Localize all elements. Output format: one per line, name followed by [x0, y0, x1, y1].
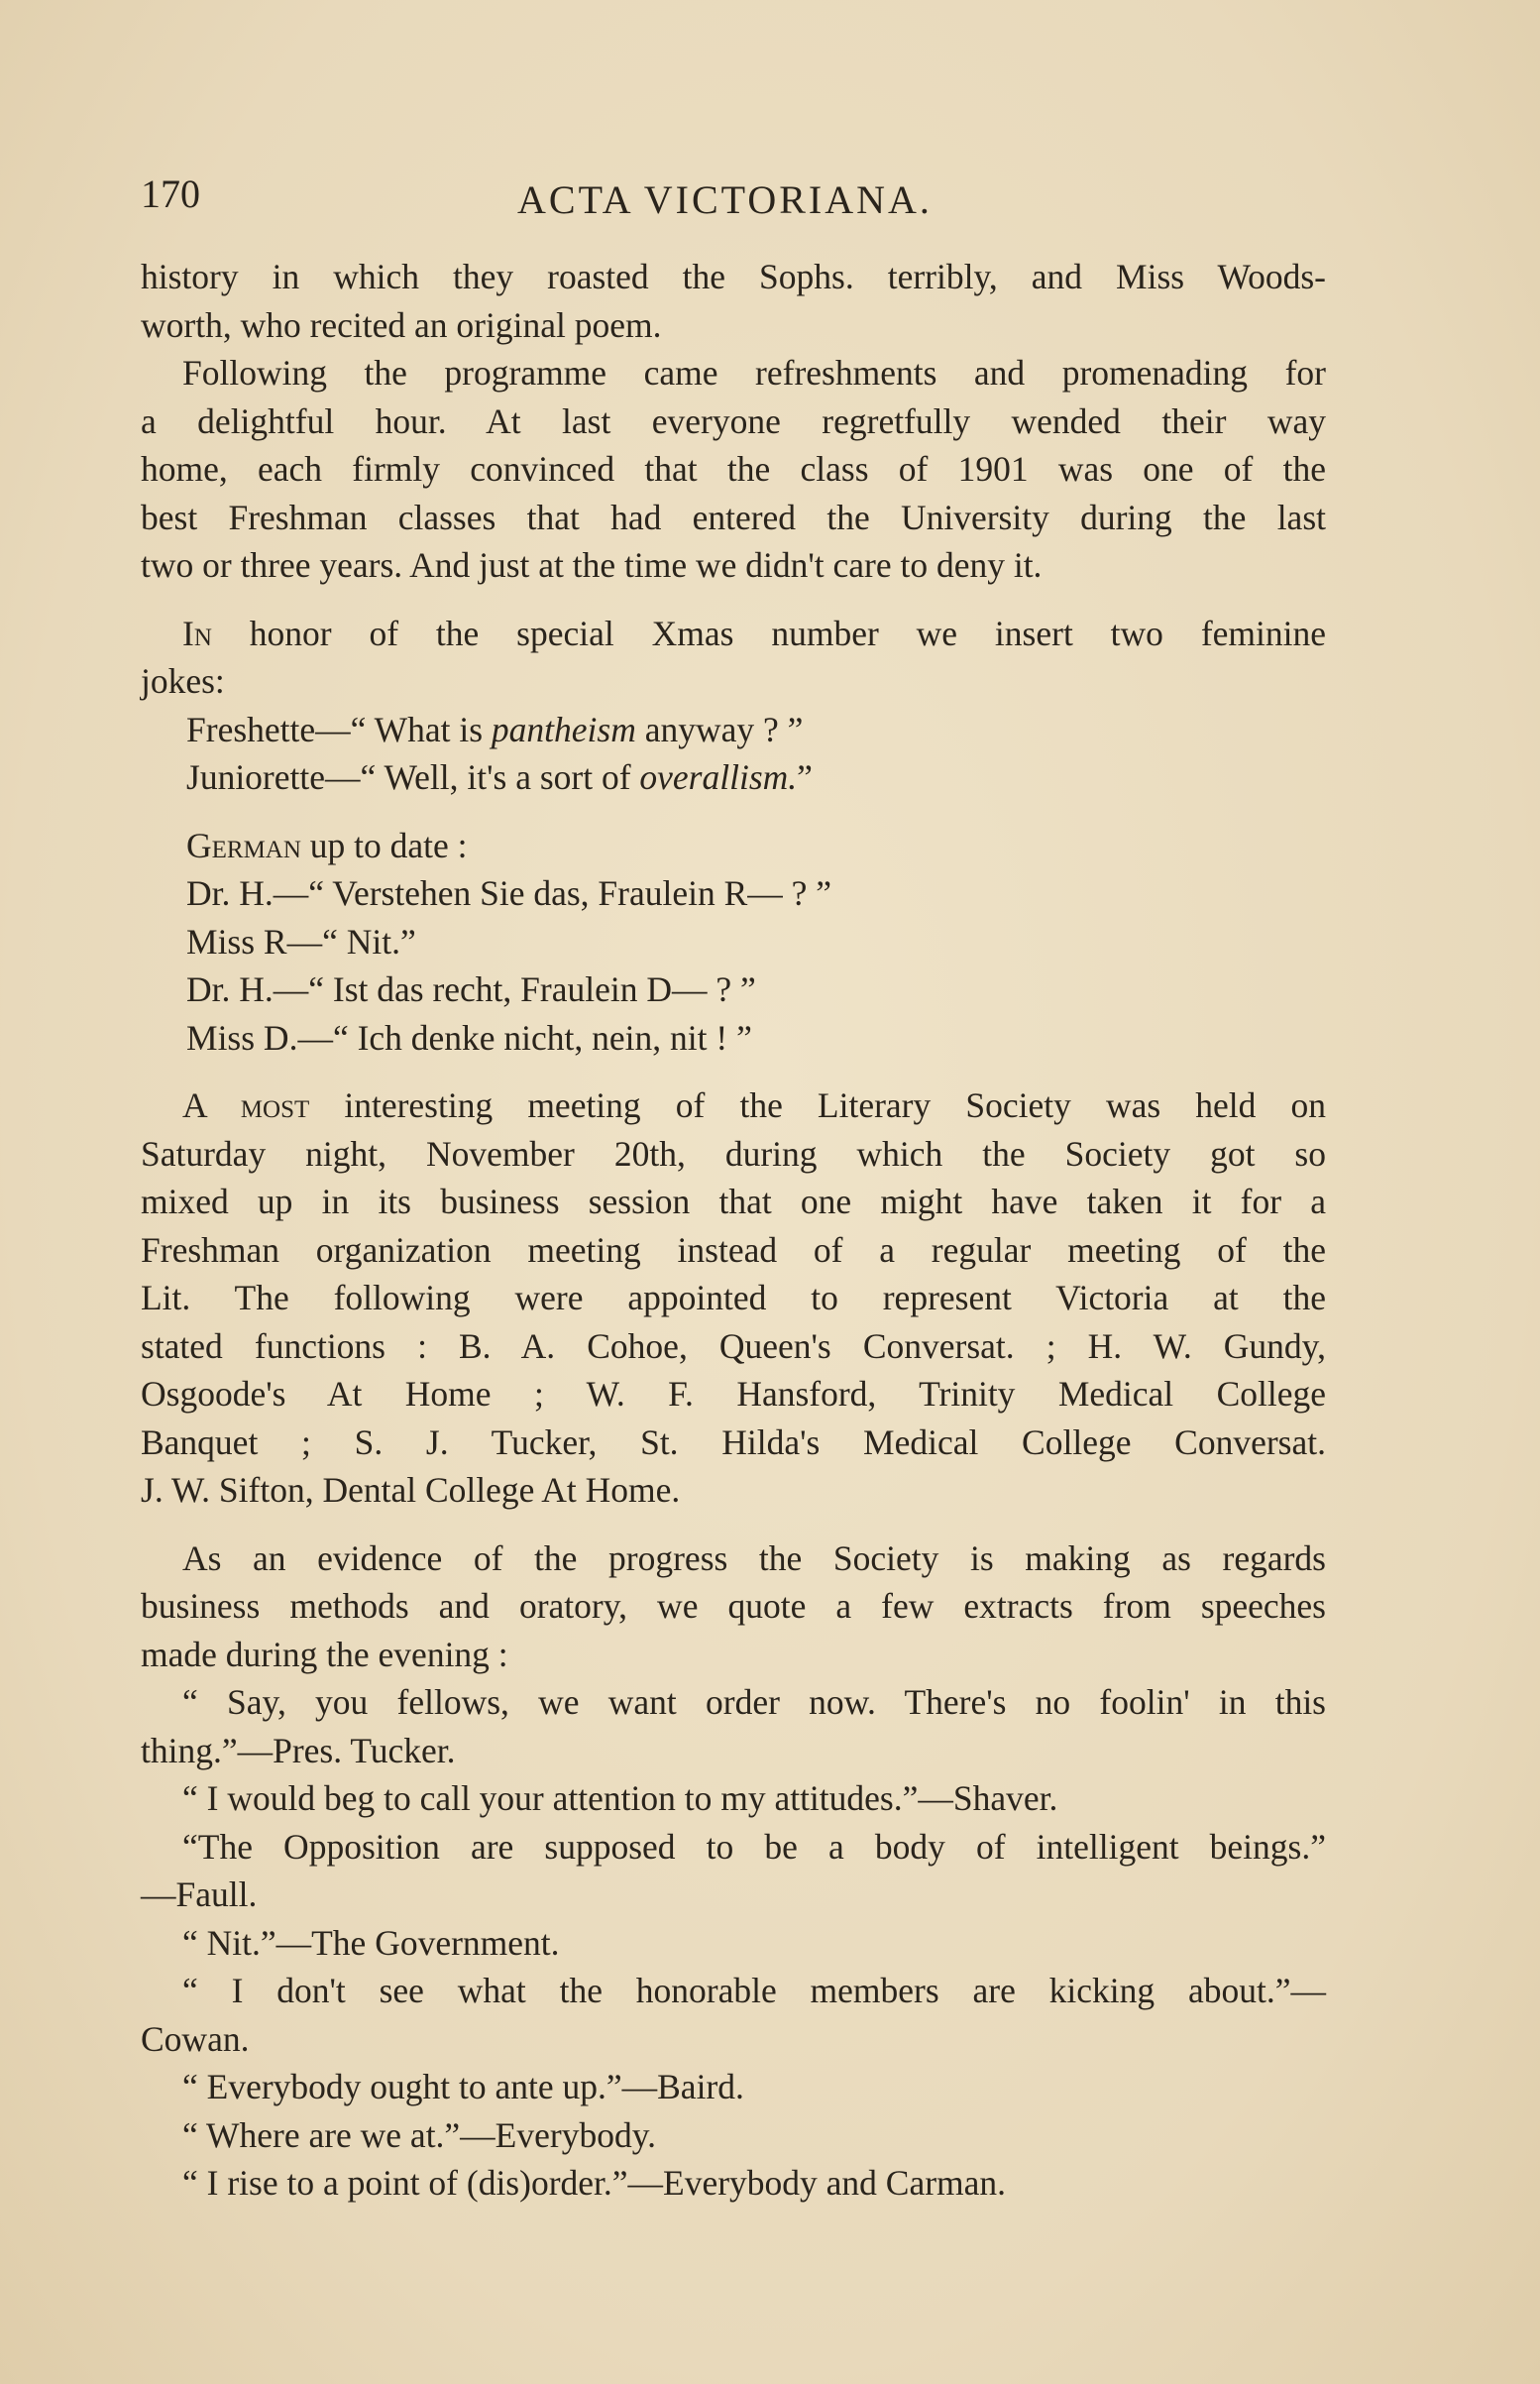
line-rest: honor of the special Xmas number we insert two feminine — [211, 613, 1326, 653]
text-line: two or three years. And just at the time we didn't care to deny it. — [141, 545, 1043, 585]
lead-in-smallcaps: German — [186, 825, 301, 865]
dialogue-line: Miss D.—“ Ich denke nicht, nein, nit ! ” — [186, 1017, 752, 1058]
text-line: history in which they roasted the Sophs. terribly, and Miss Woods- — [141, 257, 1326, 296]
page-number: 170 — [141, 171, 200, 216]
text-line: stated functions : B. A. Cohoe, Queen's Conversat. ; H. W. Gundy, — [141, 1325, 1326, 1366]
running-title: ACTA VICTORIANA. — [517, 177, 933, 222]
text-line: made during the evening : — [141, 1634, 508, 1674]
text-line: Freshman organization meeting instead of a regular meeting of the — [141, 1229, 1326, 1270]
text-line: Banquet ; S. J. Tucker, St. Hilda's Medical College Conversat. — [141, 1421, 1326, 1462]
line-rest: up to date : — [300, 825, 468, 865]
quote-line: thing.”—Pres. Tucker. — [141, 1730, 456, 1770]
text-line — [141, 1081, 1326, 1130]
text-line: Following the programme came refreshments and promenading for — [182, 353, 1326, 393]
dialogue-line: Miss R—“ Nit.” — [186, 921, 416, 962]
quote-line: “ I don't see what the honorable members are kicking about.”— — [182, 1971, 1326, 2010]
text-line: mixed up in its business session that one might have taken it for a — [141, 1182, 1326, 1221]
joke-line — [141, 753, 1326, 802]
quote-line: Cowan. — [141, 2018, 250, 2059]
text-line: business methods and oratory, we quote a few extracts from speeches — [141, 1586, 1326, 1626]
text-line — [141, 610, 1326, 658]
paragraph-gap — [141, 1515, 1326, 1534]
text-line: worth, who recited an original poem. — [141, 304, 662, 345]
line-rest: interesting meeting of the Literary Society was held on — [309, 1085, 1326, 1125]
joke-tail: ” — [797, 757, 813, 797]
quote-line: “ Everybody ought to ante up.”—Baird. — [182, 2067, 744, 2106]
joke-speaker-text: Freshette—“ What is — [186, 709, 492, 749]
text-line: home, each firmly convinced that the class of 1901 was one of the — [141, 449, 1326, 489]
text-line: Saturday night, November 20th, during which the Society got so — [141, 1133, 1326, 1174]
quote-line: “The Opposition are supposed to be a body of intelligent beings.” — [182, 1826, 1326, 1867]
paragraph-gap — [141, 802, 1326, 822]
quote-line: —Faull. — [141, 1874, 258, 1914]
page-header — [141, 170, 1330, 230]
text-line: J. W. Sifton, Dental College At Home. — [141, 1470, 681, 1510]
page-body — [141, 253, 1326, 2208]
dialogue-line: Dr. H.—“ Ist das recht, Fraulein D— ? ” — [186, 969, 756, 1009]
paragraph-gap — [141, 590, 1326, 610]
italic-word: pantheism — [491, 709, 636, 749]
text-line: Osgoode's At Home ; W. F. Hansford, Trinity Medical College — [141, 1374, 1326, 1414]
quote-line: “ Nit.”—The Government. — [182, 1922, 560, 1963]
text-line: Lit. The following were appointed to represent Victoria at the — [141, 1278, 1326, 1317]
text-line — [141, 822, 1326, 870]
paragraph-gap — [141, 1062, 1326, 1081]
italic-word: overallism. — [639, 757, 798, 797]
joke-line — [141, 706, 1326, 754]
joke-tail: anyway ? ” — [635, 709, 804, 749]
joke-speaker-text: Juniorette—“ Well, it's a sort of — [186, 757, 640, 797]
quote-line: “ Say, you fellows, we want order now. There's no foolin' in this — [182, 1682, 1326, 1722]
lead-in-smallcaps: A most — [182, 1085, 310, 1125]
lead-in-smallcaps: In — [182, 613, 212, 653]
text-line: jokes: — [141, 661, 225, 701]
quote-line: “ Where are we at.”—Everybody. — [182, 2114, 657, 2155]
dialogue-line: Dr. H.—“ Verstehen Sie das, Fraulein R— ? ” — [186, 873, 832, 913]
quote-line: “ I would beg to call your attention to my attitudes.”—Shaver. — [182, 1778, 1058, 1818]
text-line: a delightful hour. At last everyone regretfully wended their way — [141, 400, 1326, 441]
text-line: best Freshman classes that had entered the University during the last — [141, 497, 1326, 537]
quote-line: “ I rise to a point of (dis)order.”—Everybody and Carman. — [182, 2163, 1007, 2203]
text-line: As an evidence of the progress the Society is making as regards — [182, 1537, 1326, 1578]
